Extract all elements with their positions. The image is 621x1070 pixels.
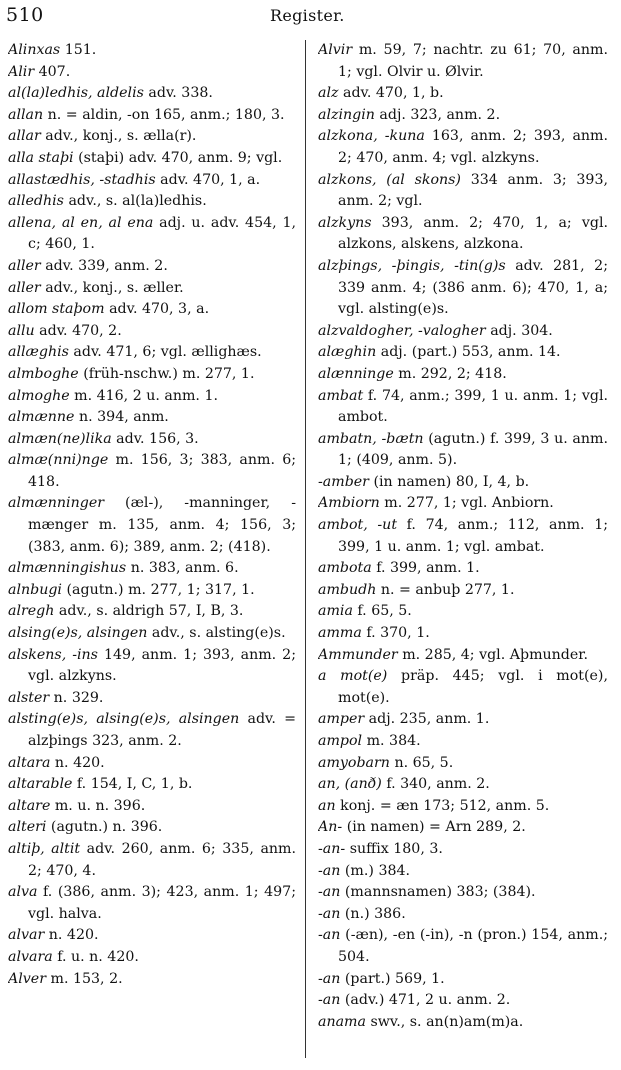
register-entry bbox=[318, 990, 608, 1012]
entry-lemma: almænne bbox=[8, 409, 75, 426]
entry-text: adj. 235, anm. 1. bbox=[364, 711, 490, 728]
entry-lemma: -an bbox=[318, 970, 341, 987]
entry-text: adv. 470, 2. bbox=[34, 322, 122, 339]
register-entry bbox=[8, 83, 296, 105]
entry-lemma: Alinxas bbox=[8, 42, 61, 58]
register-entry bbox=[318, 969, 608, 991]
entry-text: (staþi) adv. 470, anm. 9; vgl. bbox=[73, 149, 283, 166]
register-entry bbox=[318, 1012, 608, 1034]
entry-text: m. 416, 2 u. anm. 1. bbox=[69, 387, 218, 404]
entry-text: n. 65, 5. bbox=[389, 754, 454, 771]
entry-lemma: amia bbox=[318, 603, 353, 620]
register-entry bbox=[8, 278, 296, 300]
register-entry bbox=[8, 62, 296, 84]
entry-lemma: altiþ, altit bbox=[8, 840, 81, 857]
entry-text: adv. 260, anm. 6; 335, anm. 2; 470, 4. bbox=[28, 840, 296, 879]
entry-text: adv., s. aldrigh 57, I, B, 3. bbox=[54, 603, 244, 620]
entry-lemma: alzþings, -þingis, -tin(g)s bbox=[318, 257, 506, 274]
register-entry bbox=[318, 623, 608, 645]
entry-lemma: alzkona, -kuna bbox=[318, 128, 425, 145]
register-entry bbox=[8, 450, 296, 493]
entry-lemma: aller bbox=[8, 257, 41, 274]
entry-text: swv., s. an(n)am(m)a. bbox=[365, 1013, 524, 1030]
entry-text: (adv.) 471, 2 u. anm. 2. bbox=[340, 992, 511, 1009]
entry-text: f. 74, anm.; 112, anm. 1; 399, 1 u. anm. 1; vgl. ambat. bbox=[338, 517, 608, 555]
register-entry bbox=[318, 83, 608, 105]
entry-text: f. 74, anm.; 399, 1 u. anm. 1; vgl. ambot. bbox=[338, 387, 608, 426]
entry-lemma: Ambiorn bbox=[318, 495, 380, 512]
register-entry bbox=[318, 429, 608, 472]
entry-text: (n.) 386. bbox=[340, 905, 406, 922]
entry-text: (m.) 384. bbox=[340, 862, 411, 879]
entry-text: adv. 281, 2; 339 anm. 4; (386 anm. 6); 470, 1, a; vgl. alsting(e)s. bbox=[338, 257, 608, 318]
register-entry bbox=[8, 429, 296, 451]
register-entry bbox=[8, 817, 296, 839]
entry-text: (æl-), -manninger, -mænger m. 135, anm. 4; 156, 3; (383, anm. 6); 389, anm. 2; (418). bbox=[28, 495, 296, 555]
entry-lemma: allæghis bbox=[8, 344, 69, 361]
entry-lemma: Alvir bbox=[318, 42, 353, 58]
entry-lemma: allan bbox=[8, 106, 44, 123]
entry-text: m. u. n. 396. bbox=[50, 797, 146, 814]
register-entry bbox=[318, 213, 608, 256]
entry-lemma: ampol bbox=[318, 733, 363, 749]
entry-lemma: ambota bbox=[318, 560, 372, 577]
register-entry bbox=[8, 558, 296, 580]
register-entry bbox=[318, 386, 608, 429]
entry-text: m. 153, 2. bbox=[45, 970, 123, 987]
entry-text: m. 285, 4; vgl. Aþmunder. bbox=[397, 646, 589, 663]
entry-lemma: altare bbox=[8, 797, 51, 814]
entry-lemma: a mot(e) bbox=[318, 668, 388, 685]
entry-text: n. 329. bbox=[49, 689, 104, 706]
entry-text: 334 anm. 3; 393, anm. 2; vgl. bbox=[338, 171, 608, 210]
entry-text: adv. 338. bbox=[143, 85, 213, 102]
entry-lemma: allena, al en, al ena bbox=[8, 214, 154, 231]
entry-text: f. u. n. 420. bbox=[52, 948, 139, 965]
entry-text: m. 156, 3; 383, anm. 6; 418. bbox=[28, 452, 296, 490]
entry-lemma: ambatn, -bætn bbox=[318, 430, 424, 447]
entry-lemma: alteri bbox=[8, 819, 47, 836]
entry-text: n. 394, anm. bbox=[74, 409, 169, 426]
entry-text: adv. = alzþings 323, anm. 2. bbox=[28, 711, 296, 749]
register-entry bbox=[318, 904, 608, 926]
entry-lemma: almæn(ne)lika bbox=[8, 430, 112, 447]
entry-lemma: Alver bbox=[8, 970, 46, 987]
entry-text: (part.) 569, 1. bbox=[340, 970, 445, 987]
entry-lemma: alvar bbox=[8, 927, 45, 944]
entry-text: (in namen) = Arn 289, 2. bbox=[342, 819, 526, 836]
entry-text: n. = aldin, -on 165, anm.; 180, 3. bbox=[43, 106, 285, 123]
register-entry bbox=[8, 364, 296, 386]
entry-text: m. 277, 1; vgl. Anbiorn. bbox=[379, 495, 554, 512]
entry-lemma: -an bbox=[318, 992, 341, 1009]
register-entry bbox=[8, 753, 296, 775]
entry-lemma: alskens, -ins bbox=[8, 646, 98, 663]
entry-text: (-æn), -en (-in), -n (pron.) 154, anm.; 504. bbox=[338, 927, 608, 965]
entry-lemma: -an bbox=[318, 884, 341, 901]
register-entry bbox=[8, 882, 296, 925]
entry-lemma: alregh bbox=[8, 603, 55, 620]
register-entry bbox=[318, 321, 608, 343]
entry-text: f. 65, 5. bbox=[352, 603, 412, 620]
register-entry bbox=[318, 817, 608, 839]
entry-lemma: allu bbox=[8, 322, 35, 339]
entry-lemma: aller bbox=[8, 279, 41, 296]
register-entry bbox=[318, 472, 608, 494]
entry-lemma: alzkons, (al skons) bbox=[318, 171, 461, 188]
entry-lemma: alledhis bbox=[8, 193, 64, 210]
register-entry bbox=[8, 105, 296, 127]
entry-text: n. 383, anm. 6. bbox=[126, 560, 239, 577]
entry-text: adv., konj., s. ælla(r). bbox=[40, 128, 197, 145]
register-entry bbox=[8, 580, 296, 602]
register-entry bbox=[8, 839, 296, 882]
register-entry bbox=[318, 126, 608, 169]
register-entry bbox=[8, 191, 296, 213]
entry-lemma: An- bbox=[318, 819, 343, 836]
entry-lemma: amper bbox=[318, 711, 365, 728]
register-entry bbox=[8, 969, 296, 991]
entry-text: 163, anm. 2; 393, anm. 2; 470, anm. 4; vgl. alzkyns. bbox=[338, 128, 608, 166]
entry-text: suffix 180, 3. bbox=[345, 840, 443, 857]
register-entry bbox=[318, 774, 608, 796]
register-entry bbox=[318, 839, 608, 861]
entry-lemma: ambat bbox=[318, 387, 364, 404]
entry-lemma: Alir bbox=[8, 63, 35, 80]
entry-text: (in namen) 80, I, 4, b. bbox=[368, 473, 530, 490]
register-entry bbox=[318, 709, 608, 731]
entry-text: adv., s. al(la)ledhis. bbox=[63, 193, 207, 210]
entry-text: adv. 470, 1, b. bbox=[338, 85, 444, 102]
entry-lemma: altara bbox=[8, 754, 51, 771]
register-entry bbox=[318, 796, 608, 818]
entry-lemma: Ammunder bbox=[318, 646, 398, 663]
entry-lemma: almæ(nni)nge bbox=[8, 452, 109, 469]
entry-lemma: alæghin bbox=[318, 344, 377, 361]
register-entry bbox=[8, 299, 296, 321]
register-entry bbox=[8, 645, 296, 688]
entry-lemma: alva bbox=[8, 884, 38, 901]
entry-text: (agutn.) f. 399, 3 u. anm. 1; (409, anm. 5). bbox=[338, 430, 608, 469]
register-entry bbox=[318, 364, 608, 386]
entry-text: (agutn.) m. 277, 1; 317, 1. bbox=[61, 581, 255, 598]
register-entry bbox=[8, 126, 296, 148]
entry-text: adv. 470, 1, a. bbox=[155, 171, 261, 188]
entry-lemma: al(la)ledhis, aldelis bbox=[8, 85, 144, 102]
entry-lemma: alænninge bbox=[318, 365, 394, 382]
entry-lemma: allastædhis, -stadhis bbox=[8, 171, 156, 188]
column-divider bbox=[305, 40, 306, 1058]
entry-lemma: ambot, -ut bbox=[318, 517, 398, 534]
entry-text: m. 59, 7; nachtr. zu 61; 70, anm. 1; vgl. Olvir u. Ølvir. bbox=[338, 42, 608, 80]
register-entry bbox=[318, 342, 608, 364]
register-entry bbox=[318, 882, 608, 904]
entry-text: präp. 445; vgl. i mot(e), mot(e). bbox=[338, 668, 608, 706]
entry-text: 407. bbox=[34, 63, 71, 80]
register-entry bbox=[8, 170, 296, 192]
register-entry bbox=[318, 170, 608, 213]
entry-lemma: altarable bbox=[8, 776, 73, 793]
register-entry bbox=[318, 861, 608, 883]
register-entry bbox=[8, 256, 296, 278]
register-entry bbox=[8, 709, 296, 752]
entry-text: konj. = æn 173; 512, anm. 5. bbox=[335, 797, 550, 814]
entry-lemma: alster bbox=[8, 689, 50, 706]
entry-lemma: -an bbox=[318, 927, 341, 944]
entry-lemma: alz bbox=[318, 85, 339, 102]
entry-lemma: alsing(e)s, alsingen bbox=[8, 625, 148, 642]
entry-lemma: alnbugi bbox=[8, 581, 62, 598]
entry-text: (früh-nschw.) m. 277, 1. bbox=[78, 365, 255, 382]
entry-text: adv. 339, anm. 2. bbox=[40, 257, 168, 274]
register-entry bbox=[8, 947, 296, 969]
entry-text: adv., konj., s. æller. bbox=[40, 279, 184, 296]
entry-text: 149, anm. 1; 393, anm. 2; vgl. alzkyns. bbox=[28, 646, 296, 685]
entry-text: n. 420. bbox=[44, 927, 99, 944]
register-entry bbox=[318, 105, 608, 127]
entry-text: f. 370, 1. bbox=[361, 625, 430, 642]
register-entry bbox=[318, 40, 608, 83]
page-number: 510 bbox=[6, 4, 44, 26]
register-entry bbox=[8, 925, 296, 947]
entry-lemma: -amber bbox=[318, 473, 369, 490]
entry-lemma: almboghe bbox=[8, 365, 79, 382]
entry-text: adv. 470, 3, a. bbox=[104, 301, 210, 318]
entry-lemma: -an- bbox=[318, 840, 346, 857]
register-entry bbox=[8, 688, 296, 710]
entry-lemma: allom staþom bbox=[8, 301, 105, 318]
register-entry bbox=[8, 386, 296, 408]
right-column bbox=[318, 40, 608, 1060]
entry-lemma: alla staþi bbox=[8, 149, 74, 166]
page-header bbox=[0, 0, 621, 32]
register-entry bbox=[318, 256, 608, 321]
entry-text: 151. bbox=[60, 42, 97, 58]
entry-lemma: almænningishus bbox=[8, 560, 127, 577]
entry-text: f. 399, anm. 1. bbox=[371, 560, 480, 577]
entry-lemma: allar bbox=[8, 128, 41, 145]
register-entry bbox=[318, 753, 608, 775]
entry-text: f. 340, anm. 2. bbox=[381, 776, 490, 793]
register-entry bbox=[318, 731, 608, 753]
entry-text: n. 420. bbox=[50, 754, 105, 771]
entry-text: adv. 156, 3. bbox=[111, 430, 199, 447]
entry-lemma: amyobarn bbox=[318, 754, 390, 771]
entry-lemma: almoghe bbox=[8, 387, 70, 404]
entry-text: f. 154, I, C, 1, b. bbox=[72, 776, 193, 793]
register-entry bbox=[8, 796, 296, 818]
entry-text: adj. (part.) 553, anm. 14. bbox=[376, 344, 561, 361]
entry-text: (mannsnamen) 383; (384). bbox=[340, 884, 536, 901]
entry-lemma: anama bbox=[318, 1013, 366, 1030]
entry-text: (agutn.) n. 396. bbox=[46, 819, 163, 836]
register-entry bbox=[8, 213, 296, 256]
entry-text: adj. 323, anm. 2. bbox=[374, 106, 501, 123]
register-entry bbox=[318, 493, 608, 515]
register-entry bbox=[318, 580, 608, 602]
entry-lemma: almænninger bbox=[8, 495, 104, 512]
entry-text: adv., s. alsting(e)s. bbox=[147, 625, 286, 642]
entry-lemma: -an bbox=[318, 862, 341, 879]
entry-text: 393, anm. 2; 470, 1, a; vgl. alzkons, alskens, alzkona. bbox=[338, 214, 608, 253]
register-entry bbox=[8, 623, 296, 645]
register-entry bbox=[8, 774, 296, 796]
entry-lemma: an bbox=[318, 797, 336, 814]
entry-lemma: ambudh bbox=[318, 581, 377, 598]
entry-lemma: alzvaldogher, -valogher bbox=[318, 322, 486, 339]
entry-text: m. 292, 2; 418. bbox=[393, 365, 507, 382]
entry-lemma: amma bbox=[318, 625, 362, 642]
entry-lemma: alvara bbox=[8, 948, 53, 965]
register-entry bbox=[318, 558, 608, 580]
register-entry bbox=[318, 645, 608, 667]
register-entry bbox=[318, 601, 608, 623]
left-column bbox=[8, 40, 296, 1060]
register-entry bbox=[318, 925, 608, 968]
entry-lemma: -an bbox=[318, 905, 341, 922]
entry-lemma: an, (anð) bbox=[318, 776, 382, 793]
running-title: Register. bbox=[270, 6, 345, 25]
register-entry bbox=[8, 342, 296, 364]
register-entry bbox=[8, 321, 296, 343]
register-entry bbox=[8, 493, 296, 558]
entry-text: f. (386, anm. 3); 423, anm. 1; 497; vgl. halva. bbox=[28, 884, 296, 922]
entry-text: adj. u. adv. 454, 1, c; 460, 1. bbox=[28, 214, 296, 253]
entry-text: m. 384. bbox=[362, 733, 421, 749]
register-entry bbox=[8, 601, 296, 623]
register-entry bbox=[8, 407, 296, 429]
register-entry bbox=[318, 515, 608, 558]
entry-lemma: alzingin bbox=[318, 106, 375, 123]
entry-text: adv. 471, 6; vgl. ællighæs. bbox=[68, 344, 262, 361]
entry-text: n. = anbuþ 277, 1. bbox=[376, 581, 515, 598]
entry-text: adj. 304. bbox=[485, 322, 553, 339]
register-entry bbox=[318, 666, 608, 709]
entry-lemma: alzkyns bbox=[318, 214, 372, 231]
register-entry bbox=[8, 40, 296, 62]
entry-lemma: alsting(e)s, alsing(e)s, alsingen bbox=[8, 711, 240, 728]
register-entry bbox=[8, 148, 296, 170]
